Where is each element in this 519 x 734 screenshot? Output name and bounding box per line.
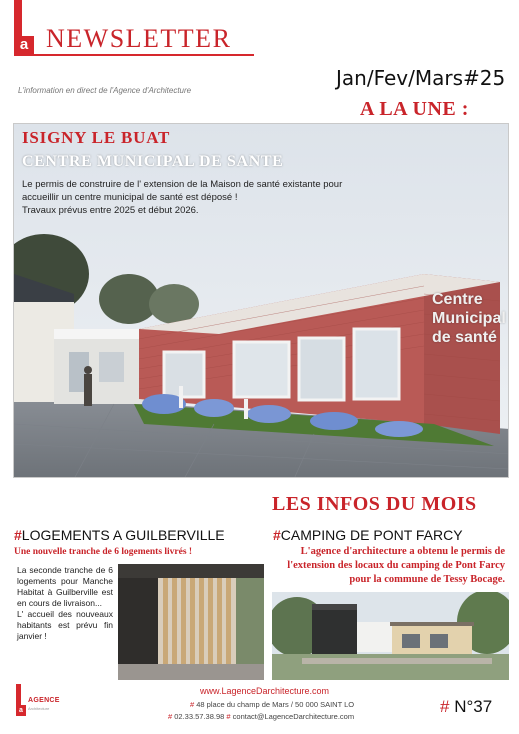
sign-line: de santé <box>432 329 497 346</box>
email-link[interactable]: contact@LagenceDarchitecture.com <box>230 712 355 721</box>
footer-logo-bar <box>16 684 21 706</box>
footer-contact <box>168 712 354 721</box>
section-title: LES INFOS DU MOIS <box>272 493 477 515</box>
hash-mark: # <box>226 712 231 721</box>
hero-image <box>13 123 509 478</box>
address-text: 48 place du champ de Mars / 50 000 SAINT LO <box>194 700 355 709</box>
article-title-text: LOGEMENTS A GUILBERVILLE <box>21 527 225 543</box>
camping-illustration <box>272 592 509 680</box>
issue-number <box>440 697 492 717</box>
article-paragraph: La seconde tranche de 6 logements pour Manche Habitat à Guilberville est en cours de livraison... <box>17 565 113 608</box>
article-paragraph: L' accueil des nouveaux habitants est prévu fin janvier ! <box>17 609 113 641</box>
issue-period: Jan/Fev/Mars#25 <box>336 66 506 90</box>
website-link[interactable]: www.LagenceDarchitecture.com <box>200 686 330 696</box>
issue-number-text: N°37 <box>449 697 493 716</box>
housing-illustration <box>118 564 264 680</box>
article-title-pont-farcy <box>273 527 463 543</box>
article-title-guilberville <box>14 527 225 543</box>
sign-line: Municipal <box>432 310 506 327</box>
hero-project: CENTRE MUNICIPAL DE SANTE <box>22 153 284 170</box>
hero-text-line2: Travaux prévus entre 2025 et début 2026. <box>22 205 199 216</box>
article-subtitle: Une nouvelle tranche de 6 logements livrés ! <box>14 547 193 557</box>
footer-logo-letter: a <box>19 707 23 714</box>
hash-mark: # <box>190 700 195 709</box>
hash-mark: # <box>273 527 281 543</box>
hash-mark: # <box>14 527 22 543</box>
hash-mark: # <box>168 712 173 721</box>
hash-mark: # <box>440 697 450 716</box>
logo-letter: a <box>19 36 29 53</box>
featured-heading: A LA UNE : <box>360 98 469 120</box>
guilberville-photo <box>118 564 264 680</box>
footer-logo-mark <box>16 705 26 716</box>
logo-mark <box>14 36 34 56</box>
header-rule <box>34 54 254 56</box>
footer-logo-sub: Architecture <box>28 706 50 711</box>
hero-text <box>22 178 352 217</box>
phone-text: 02.33.57.38.98 <box>172 712 227 721</box>
footer-logo-text: AGENCE <box>28 697 60 704</box>
article-body <box>17 565 113 642</box>
hero-text-line1: Le permis de construire de l' extension de la Maison de santé existante pour accueillir un centre municipal de santé est déposé ! <box>22 179 343 203</box>
building-sign <box>432 290 509 347</box>
footer-address <box>190 700 354 709</box>
camping-render <box>272 592 509 680</box>
sign-line: Centre <box>432 291 483 308</box>
article-title-text: CAMPING DE PONT FARCY <box>280 527 463 543</box>
article-body: L'agence d'architecture a obtenu le permis de l'extension des locaux du camping de Pont Farcy pour la commune de Tessy Bocage. <box>287 546 505 585</box>
tagline: L'information en direct de l'Agence d'Architecture <box>18 86 192 95</box>
logo-bar <box>14 0 22 36</box>
hero-location: ISIGNY LE BUAT <box>22 128 171 147</box>
newsletter-title: NEWSLETTER <box>46 24 232 53</box>
